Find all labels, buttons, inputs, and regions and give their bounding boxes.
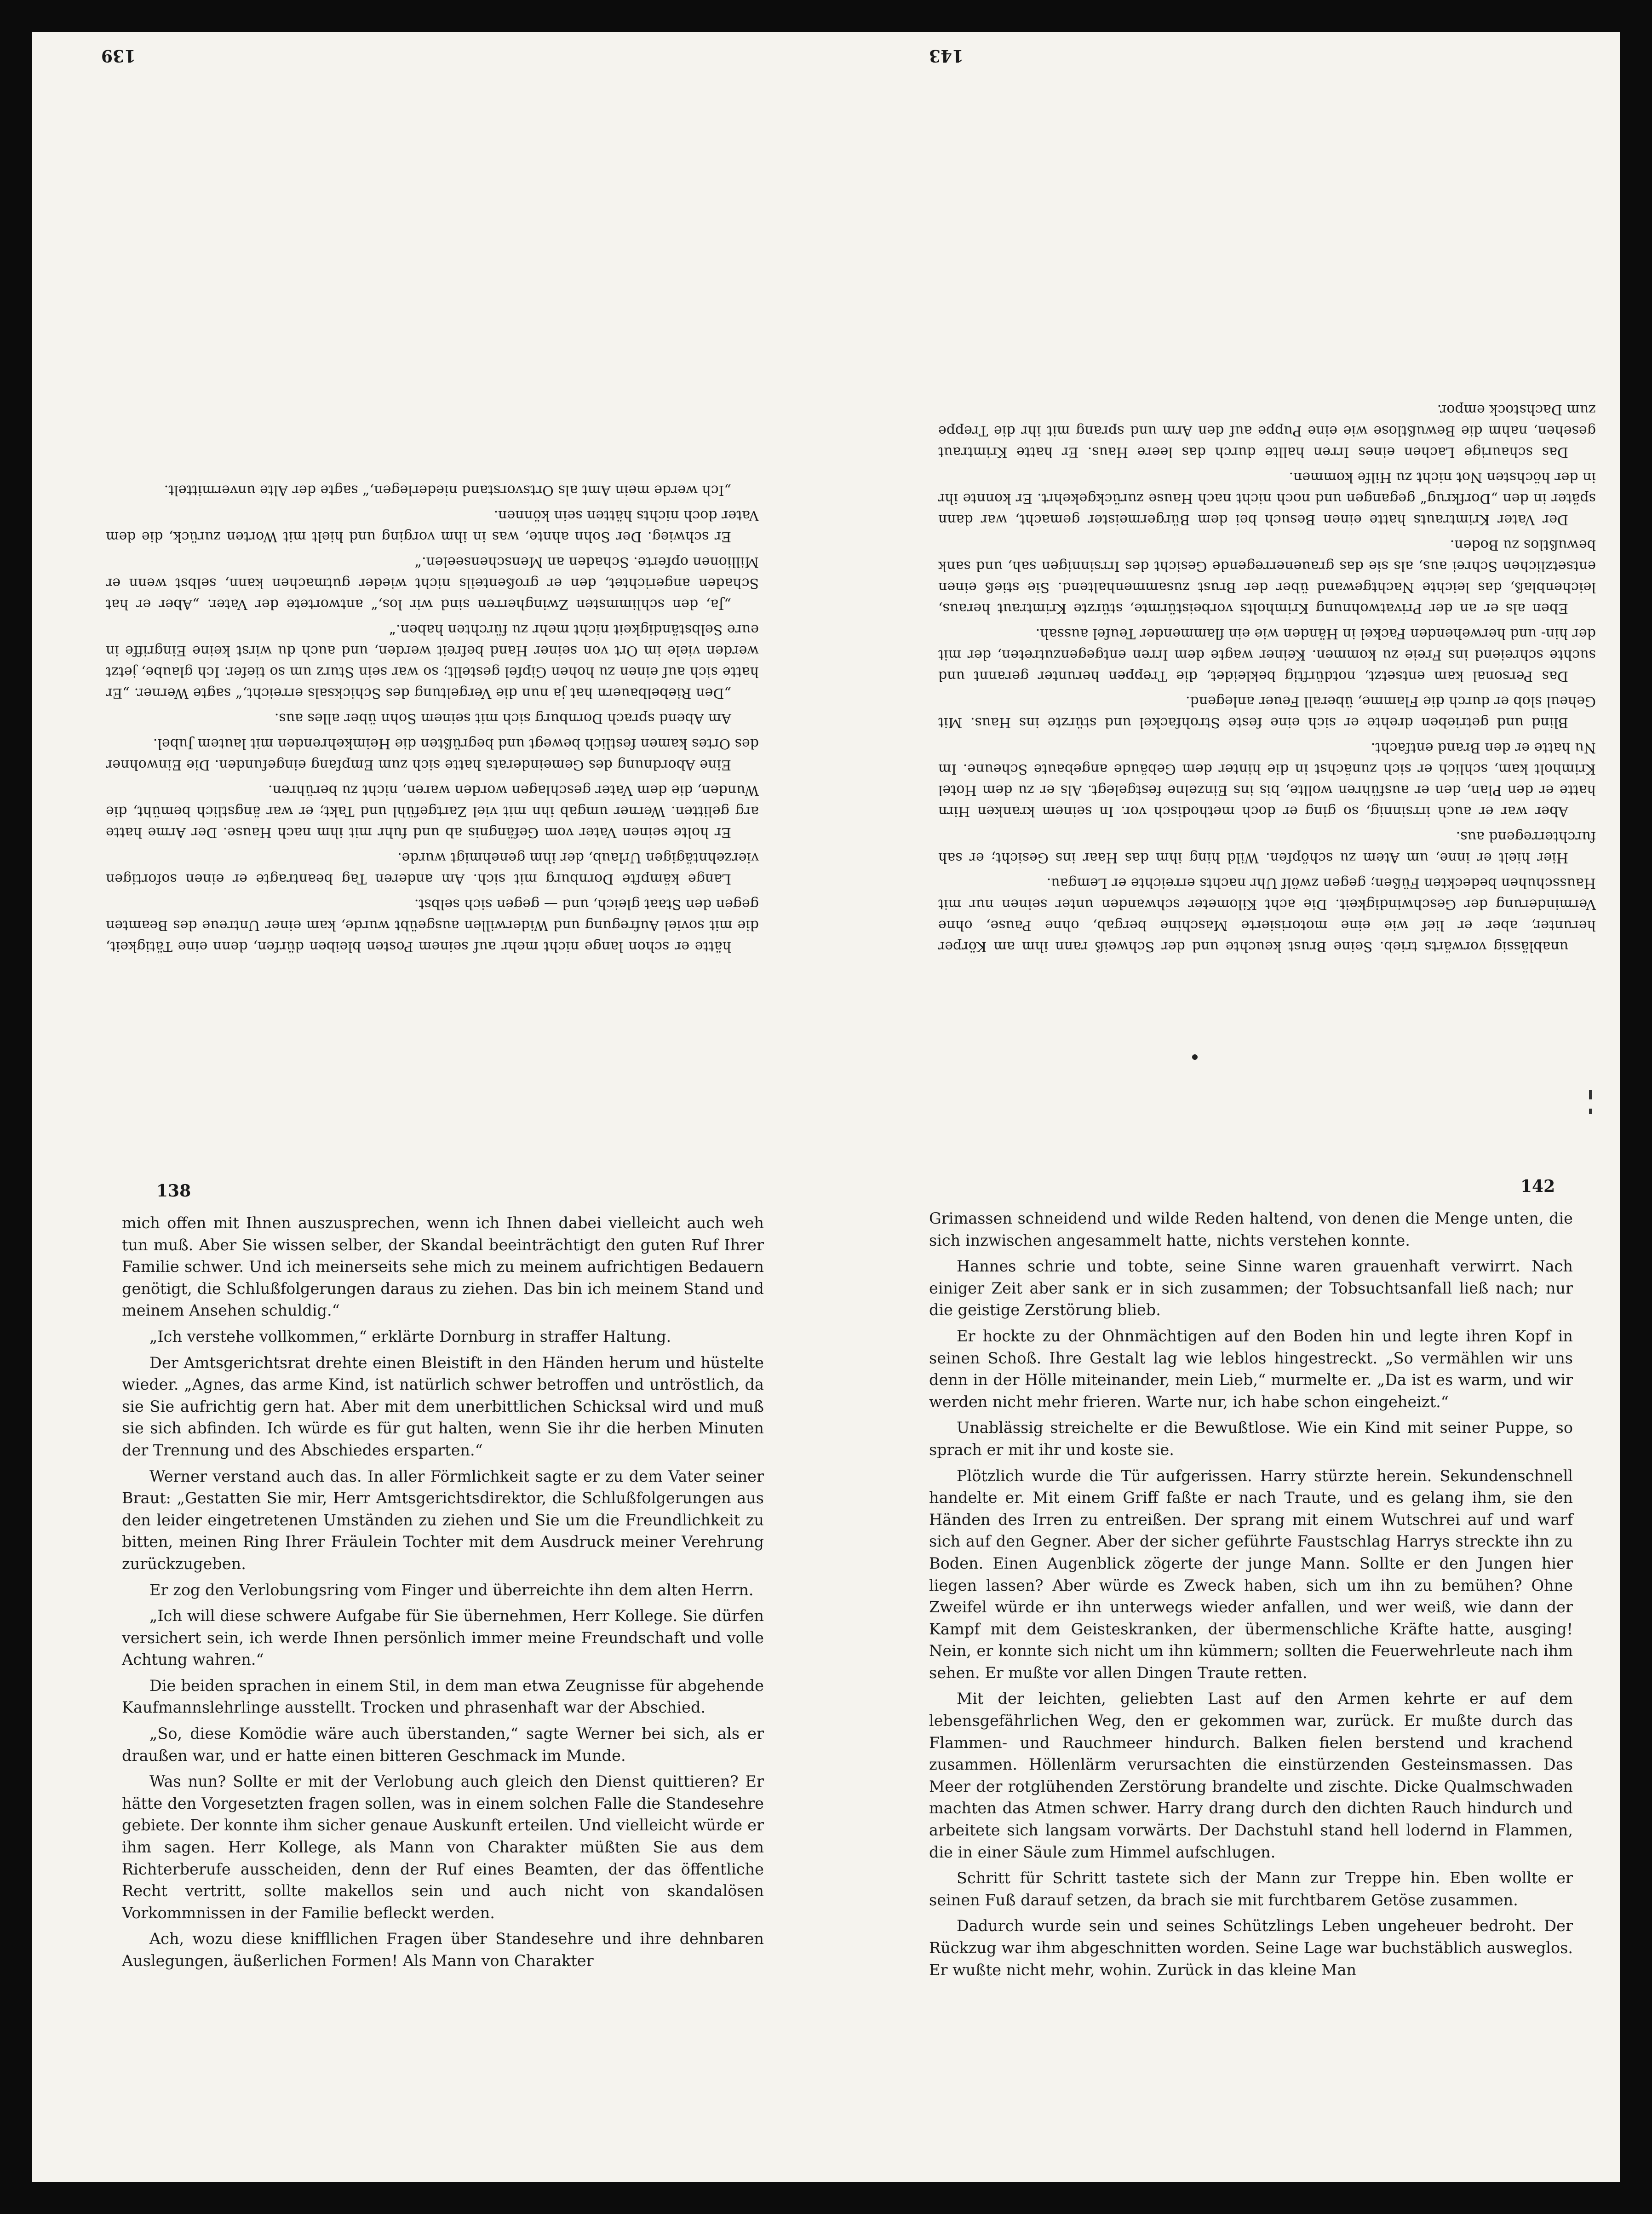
left-paragraph: Ach, wozu diese kniffllichen Fragen über Standesehre und ihre dehnbaren Auslegungen, äußerlichen Formen! Als Mann von Charakter <box>122 1930 764 1970</box>
upside-left-paragraph: hätte er schon lange nicht mehr auf seinem Posten bleiben dürfen, denn eine Tätigkeit, die mit soviel Aufregung und Widerwillen ausgeübt wurde, kam einer Untreue des Beamten gegen den Staat gleich, und — gegen sich selbst. <box>106 896 759 955</box>
upside-right-paragraph: Der Vater Krimtrauts hatte einen Besuch bei dem Bürgermeister gemacht, war dann später in den „Dorfkrug“ gegangen und noch nicht nach Hause zurückgekehrt. Er konnte ihr in der höchsten Not nicht zu Hilfe kommen. <box>938 469 1596 528</box>
upside-page-number: 139 <box>101 46 136 65</box>
upside-down-page-left <box>83 46 786 957</box>
upside-right-paragraph: Blind und getrieben drehte er sich eine feste Strohfackel und stürzte ins Haus. Mit Geheul slob er durch die Flamme, überall Feuer anlegend. <box>938 693 1596 730</box>
left-paragraph: „So, diese Komödie wäre auch überstanden,“ sagte Werner bei sich, als er draußen war, und er hatte einen bitteren Geschmack im Munde. <box>122 1725 764 1765</box>
upside-page-number: 143 <box>929 46 964 65</box>
page-number-left: 138 <box>156 1181 191 1201</box>
upside-left-column <box>106 475 759 957</box>
upside-left-paragraph: „Den Riebelbauern hat ja nun die Vergeltung des Schicksals erreicht,“ sagte Werner. „Er hatte sich auf einen zu hohen Gipfel gestellt; so war sein Sturz um so tiefer. Ich glaube, jetzt werden viele im Ort von seiner Hand befreit werden, und auch du wirst keine Eingriffe in eure Selbständigkeit nicht mehr zu fürchten haben.“ <box>106 621 759 701</box>
upside-right-paragraph: Eben als er an der Privatwohnung Krimholts vorbeistürmte, stürzte Krimtraut heraus, leichenblaß, das leichte Nachtgewand über der Brust zusammenhaltend. Sie stieß einen entsetzlichen Schrei aus, als sie das grauenerregende Gesicht des Irrsinnigen sah, und sank bewußtlos zu Boden. <box>938 537 1596 616</box>
scanned-sheet <box>32 32 1620 2182</box>
right-paragraph: Hannes schrie und tobte, seine Sinne waren grauenhaft verwirrt. Nach einiger Zeit aber sank er in sich zusammen; der Tobsuchtsanfall ließ nach; nur die geistige Zerstörung blieb. <box>929 1257 1573 1319</box>
upside-left-paragraph: Lange kämpfte Dornburg mit sich. Am anderen Tag beantragte er einen sofortigen vierzehntägigen Urlaub, der ihm genehmigt wurde. <box>106 850 759 887</box>
upside-down-page-right <box>911 46 1614 957</box>
left-paragraph: Werner verstand auch das. In aller Förmlichkeit sagte er zu dem Vater seiner Braut: „Gestatten Sie mir, Herr Amtsgerichtsdirektor, die Schlußfolgerungen aus den leider eingetretenen Umständen zu ziehen und Sie um die Freundlichkeit zu bitten, meinen Ring Ihrer Fräulein Tochter mit dem Ausdruck meiner Verehrung zurückzugeben. <box>122 1467 764 1573</box>
upside-right-paragraph: Das schaurige Lachen eines Irren hallte durch das leere Haus. Er hatte Krimtraut gesehen, nahm die Bewußtlose wie eine Puppe auf den Arm und sprang mit ihr die Treppe zum Dachstock empor. <box>938 402 1596 460</box>
right-paragraph: Er hockte zu der Ohnmächtigen auf den Boden hin und legte ihren Kopf in seinen Schoß. Ihre Gestalt lag wie leblos hingestreckt. „So vermählen wir uns denn in der Hölle miteinander, mein Lieb,“ murmelte er. „Da ist es warm, und wir werden nicht mehr frieren. Warte nur, ich habe schon eingeheizt.“ <box>929 1327 1573 1411</box>
right-page-text <box>929 1208 1573 1985</box>
upside-left-paragraph: „Ich werde mein Amt als Ortsvorstand niederlegen,“ sagte der Alte unvermittelt. <box>164 482 731 498</box>
right-paragraph: Grimassen schneidend und wilde Reden haltend, von denen die Menge unten, die sich inzwischen angesammelt hatte, nichts verstehen konnte. <box>929 1209 1573 1249</box>
left-paragraph: Er zog den Verlobungsring vom Finger und überreichte ihn dem alten Herrn. <box>149 1581 754 1599</box>
upside-left-paragraph: Er holte seinen Vater vom Gefängnis ab und fuhr mit ihm nach Hause. Der Arme hatte arg gelitten. Werner umgab ihn mit viel Zartgefühl und Takt; er war ängstlich bemüht, die Wunden, die dem Vater geschlagen worden waren, nicht zu berühren. <box>106 782 759 840</box>
right-paragraph: Plötzlich wurde die Tür aufgerissen. Harry stürzte herein. Sekundenschnell handelte er. Mit einem Griff faßte er nach Traute, und es gelang ihm, sie den Händen des Irren zu entreißen. Der sprang mit einem Wutschrei auf und warf sich auf den Gegner. Aber der sicher geführte Faustschlag Harrys streckte ihn zu Boden. Einen Augenblick zögerte der junge Mann. Sollte er den Jungen hier liegen lassen? Aber würde es Zweck haben, sich um ihn zu bemühen? Ohne Zweifel würde er ihn unterwegs wieder anfallen, und wer weiß, wie dann der Kampf mit dem Geisteskranken, der übermenschliche Kräfte hatte, ausging! Nein, er konnte sich nicht um ihn kümmern; sollten die Feuerwehrleute nach ihm sehen. Er mußte vor allen Dingen Traute retten. <box>929 1466 1573 1682</box>
upside-left-paragraph: Eine Abordnung des Gemeinderats hatte sich zum Empfang eingefunden. Die Einwohner des Ortes kamen festlich bewegt und begrüßten die Heimkehrenden mit lautem Jubel. <box>106 736 759 773</box>
scan-mark <box>1589 1109 1592 1114</box>
right-paragraph: Unablässig streichelte er die Bewußtlose. Wie ein Kind mit seiner Puppe, so sprach er mit ihr und koste sie. <box>929 1419 1573 1459</box>
left-paragraph: „Ich verstehe vollkommen,“ erklärte Dornburg in straffer Haltung. <box>149 1327 671 1346</box>
page-number-right: 142 <box>1520 1177 1555 1196</box>
left-paragraph: Was nun? Sollte er mit der Verlobung auch gleich den Dienst quittieren? Er hätte den Vorgesetzten fragen sollen, was in einem solchen Falle die Standesehre gebiete. Der konnte ihm sicher genaue Auskunft erteilen. Und vielleicht würde er ihm sagen. Herr Kollege, als Mann von Charakter müßten Sie aus dem Richterberufe ausscheiden, denn der Ruf eines Beamten, der das öffentliche Recht vertritt, sollte makellos sein und auch nicht von skandalösen Vorkommnissen in der Familie befleckt werden. <box>122 1772 764 1922</box>
left-paragraph: mich offen mit Ihnen auszusprechen, wenn ich Ihnen dabei vielleicht auch weh tun muß. Aber Sie wissen selber, der Skandal beeinträchtigt den guten Ruf Ihrer Familie schwer. Und ich meinerseits sehe mich zu meinem aufrichtigen Bedauern genötigt, die Schlußfolgerungen daraus zu ziehen. Das bin ich meinem Stand und meinem Ansehen schuldig.“ <box>122 1214 764 1320</box>
left-paragraph: „Ich will diese schwere Aufgabe für Sie übernehmen, Herr Kollege. Sie dürfen versichert sein, ich werde Ihnen persönlich immer meine Freundschaft und volle Achtung wahren.“ <box>122 1607 764 1669</box>
upside-right-paragraph: Hier hielt er inne, um Atem zu schöpfen. Wild hing ihm das Haar ins Gesicht; er sah furchterregend aus. <box>938 828 1596 866</box>
right-paragraph: Dadurch wurde sein und seines Schützlings Leben ungeheuer bedroht. Der Rückzug war ihm abgeschnitten worden. Seine Lage war buchstäblich ausweglos. Er wußte nicht mehr, wohin. Zurück in das kleine Man <box>929 1917 1573 1979</box>
upside-right-paragraph: Aber war er auch irrsinnig, so ging er doch methodisch vor. In seinem kranken Hirn hatte er den Plan, den er ausführen wollte, bis ins Einzelne festgelegt. Als er zu dem Hotel Krimholt kam, schlich er sich zunächst in die hinter dem Gebäude angebaute Scheune. Im Nu hatte er den Brand entfacht. <box>938 740 1596 819</box>
upside-left-paragraph: Er schwieg. Der Sohn ahnte, was in ihm vorging und hielt mit Worten zurück, die dem Vater doch nichts hätten sein können. <box>106 507 759 545</box>
right-paragraph: Schritt für Schritt tastete sich der Mann zur Treppe hin. Eben wollte er seinen Fuß darauf setzen, da brach sie mit furchtbarem Getöse zusammen. <box>929 1869 1573 1909</box>
scan-dot <box>1192 1054 1198 1060</box>
left-paragraph: Der Amtsgerichtsrat drehte einen Bleistift in den Händen herum und hüstelte wieder. „Agnes, das arme Kind, ist natürlich schwer betroffen und untröstlich, da sie Sie aufrichtig gern hat. Aber mit dem unerbittlichen Schicksal wird und muß sie sich abfinden. Ich würde es für gut halten, wenn Sie ihr die herben Minuten der Trennung und des Abschiedes ersparten.“ <box>122 1353 764 1459</box>
upside-right-paragraph: Das Personal kam entsetzt, notdürftig bekleidet, die Treppen herunter gerannt und suchte schreiend ins Freie zu kommen. Keiner wagte dem Irren entgegenzutreten, der mit der hin- und herwehenden Fackel in Händen wie ein flammender Teufel aussah. <box>938 626 1596 684</box>
right-paragraph: Mit der leichten, geliebten Last auf den Armen kehrte er auf dem lebensgefährlichen Weg, den er gekommen war, zurück. Er mußte durch das Flammen- und Rauchmeer hindurch. Balken fielen berstend und krachend zusammen. Höllenlärm verursachten die einstürzenden Gesteinsmassen. Das Meer der rotglühenden Zerstörung brandelte und zischte. Dicke Qualmschwaden machten das Atmen schwer. Harry drang durch den dichten Rauch hindurch und arbeitete sich langsam vorwärts. Der Dachstuhl stand hell lodernd in Flammen, die in einer Säule zum Himmel aufschlugen. <box>929 1690 1573 1861</box>
upside-right-paragraph: unablässig vorwärts trieb. Seine Brust keuchte und der Schweiß rann ihm am Körper herunter, aber er lief wie eine motorisierte Maschine bergab, ohne Pause, ohne Verminderung der Geschwindigkeit. Die acht Kilometer schwanden unter seinen nur mit Hausschuhen bedeckten Füßen; gegen zwölf Uhr nachts erreichte er Lemgau. <box>938 875 1596 955</box>
upside-left-paragraph: Am Abend sprach Dornburg sich mit seinem Sohn über alles aus. <box>274 710 731 726</box>
scan-mark <box>1589 1090 1592 1099</box>
left-paragraph: Die beiden sprachen in einem Stil, in dem man etwa Zeugnisse für abgehende Kaufmannslehrlinge ausstellt. Trocken und phrasenhaft war der Abschied. <box>122 1676 764 1717</box>
upside-left-paragraph: „Ja, den schlimmsten Zwingherren sind wir los,“ antwortete der Vater. „Aber er hat Schaden angerichtet, den er großenteils nicht wieder gutmachen kann, selbst wenn er Millionen opferte. Schaden an Menschenseelen.“ <box>106 554 759 612</box>
upside-right-column <box>938 395 1596 957</box>
left-page-text <box>122 1212 764 1976</box>
